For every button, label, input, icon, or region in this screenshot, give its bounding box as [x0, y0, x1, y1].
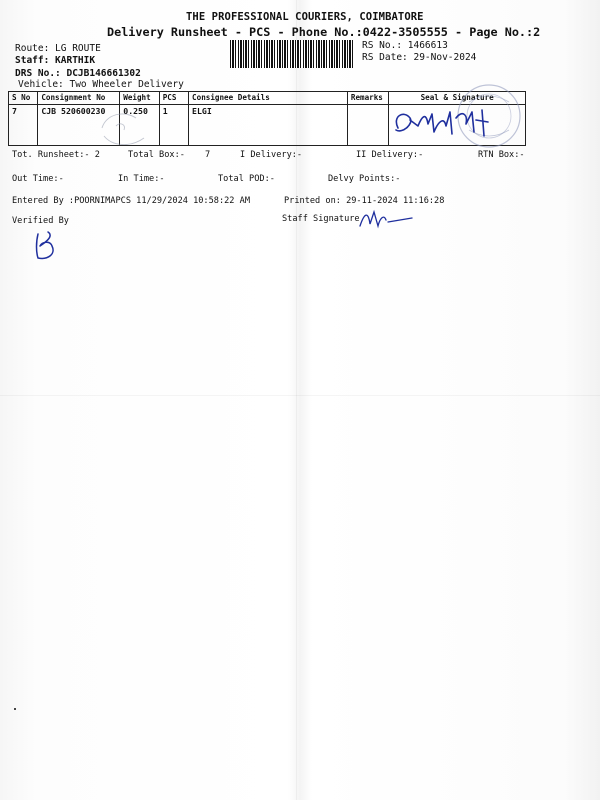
cell-pcs: 1 — [159, 105, 188, 146]
staff-signature-label: Staff Signature — [282, 214, 360, 224]
entered-by: Entered By :POORNIMAPCS 11/29/2024 10:58:22 AM — [12, 196, 250, 206]
printed-on: Printed on: 29-11-2024 11:16:28 — [284, 196, 445, 206]
cell-sno: 7 — [9, 105, 38, 146]
staff-label: Staff: KARTHIK — [15, 55, 96, 66]
col-header-weight: Weight — [120, 92, 159, 105]
delivery-points-label: Delvy Points:- — [328, 174, 401, 184]
col-header-consignee: Consignee Details — [189, 92, 348, 105]
rs-date: RS Date: 29-Nov-2024 — [362, 52, 477, 63]
col-header-consignment: Consignment No — [38, 92, 120, 105]
drs-number: DRS No.: DCJB146661302 — [15, 68, 141, 79]
total-runsheet: Tot. Runsheet:- 2 — [12, 150, 100, 160]
cell-consignment-no: CJB 520600230 — [38, 105, 120, 146]
return-box-label: RTN Box:- — [478, 150, 525, 160]
vehicle-label: Vehicle: Two Wheeler Delivery — [18, 79, 184, 90]
faint-stamp-smudge-icon — [96, 106, 156, 150]
document-title: Delivery Runsheet - PCS - Phone No.:0422-3505555 - Page No.:2 — [107, 25, 541, 39]
total-pod-label: Total POD:- — [218, 174, 275, 184]
cell-weight: 0.250 — [120, 105, 159, 146]
col-header-sno: S No — [9, 92, 38, 105]
staff-signature-scribble-icon — [356, 204, 416, 232]
total-box-value: 7 — [205, 150, 211, 160]
company-name: THE PROFESSIONAL COURIERS, COIMBATORE — [186, 11, 424, 23]
rs-number: RS No.: 1466613 — [362, 40, 448, 51]
total-box-label: Total Box:- — [128, 150, 185, 160]
col-header-remarks: Remarks — [347, 92, 388, 105]
seal-signature-scribble-icon — [388, 102, 500, 142]
route-label: Route: LG ROUTE — [15, 43, 101, 54]
paper-fold-horizontal — [0, 395, 600, 396]
col-header-pcs: PCS — [159, 92, 188, 105]
cell-consignee: ELGI — [189, 105, 348, 146]
col-header-seal-signature: Seal & Signature — [389, 92, 526, 105]
cell-remarks — [347, 105, 388, 146]
verified-by-initial-scribble-icon — [30, 230, 60, 262]
paper-speck — [14, 708, 16, 710]
first-delivery-label: I Delivery:- — [240, 150, 303, 160]
in-time-label: In Time:- — [118, 174, 165, 184]
barcode — [230, 40, 355, 68]
out-time-label: Out Time:- — [12, 174, 64, 184]
second-delivery-label: II Delivery:- — [356, 150, 424, 160]
verified-by-label: Verified By — [12, 216, 69, 226]
